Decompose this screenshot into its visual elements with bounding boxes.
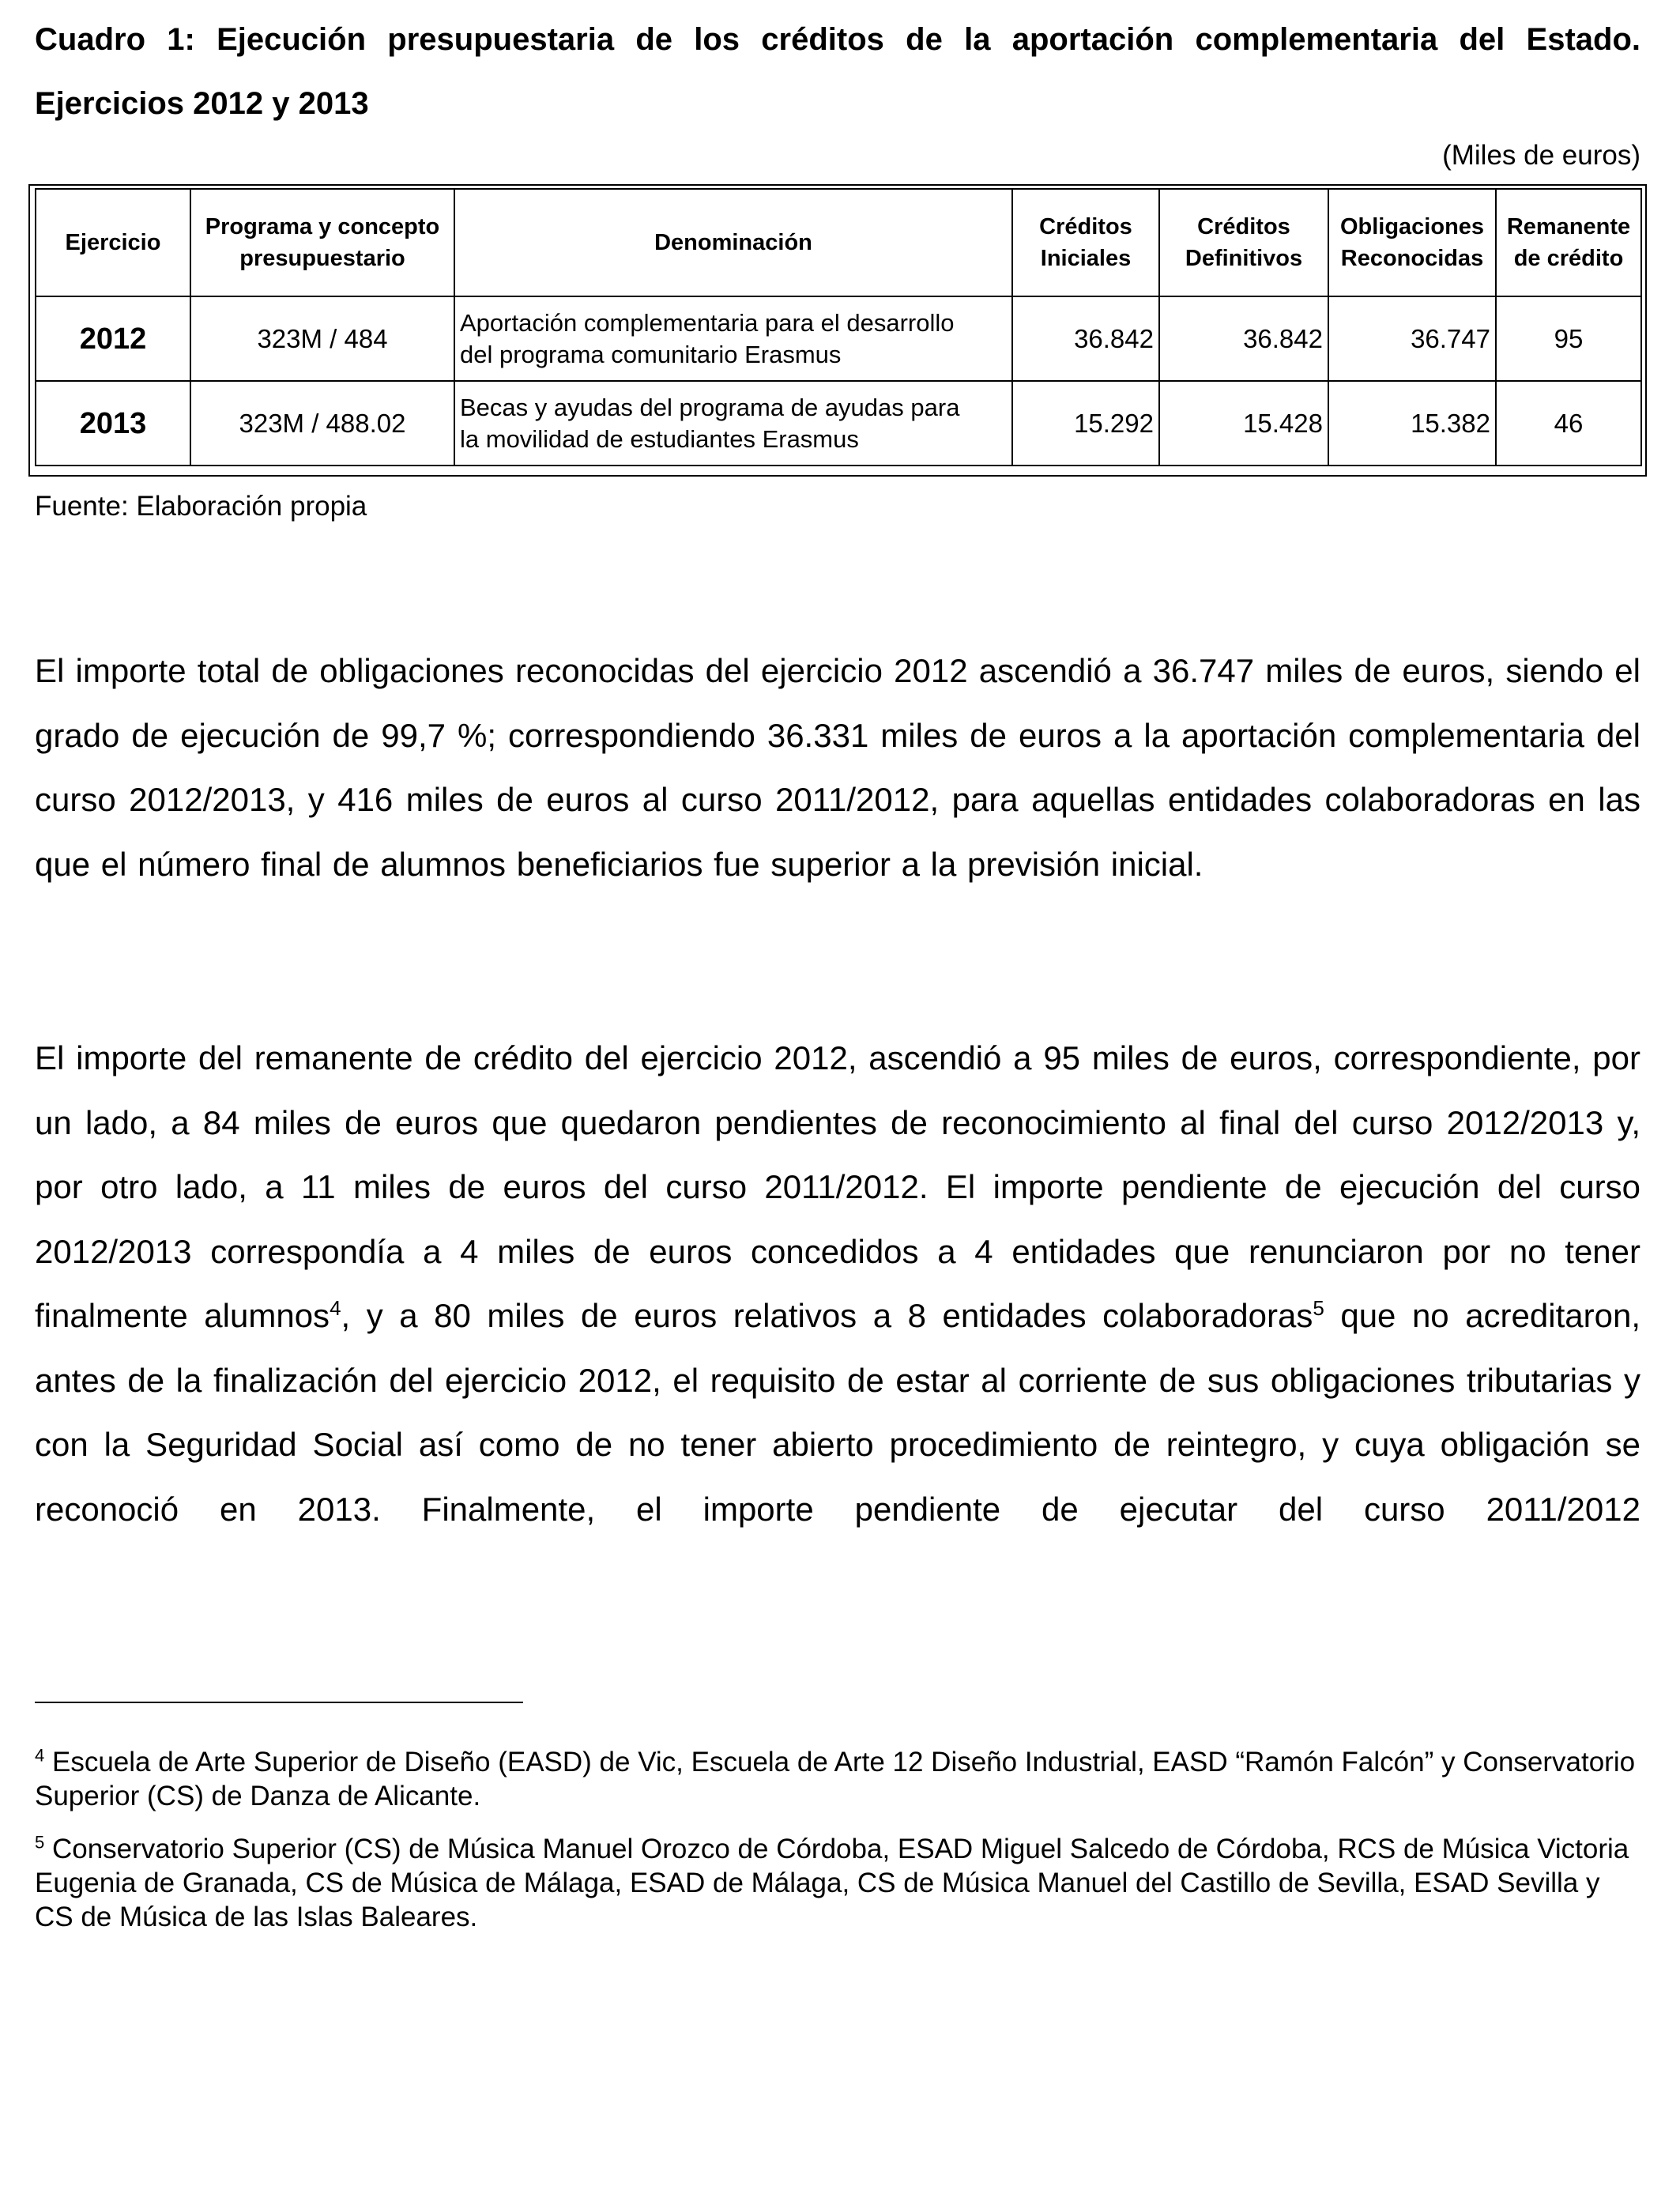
cell-obligaciones: 36.747 [1328,296,1496,381]
paragraph-2-part-a: El importe del remanente de crédito del ejercicio 2012, ascendió a 95 miles de euros, correspondiente, por un lado, a 84 miles de euros que quedaron pendientes de reconocimiento al final del curso 2012/2013 y, por otro lado, a 11 miles de euros del curso 2011/2012. El importe pendiente de ejecución del curso 2012/2013 correspondía a 4 miles de euros concedidos a 4 entidades que renunciaron por no tener finalmente alumnos [35,1039,1640,1334]
cell-programa: 323M / 488.02 [190,381,454,466]
footnote-separator [35,1702,523,1703]
table-header-row [36,189,1641,296]
footnote-ref-4[interactable]: 4 [330,1296,341,1320]
cell-creditos-definitivos: 15.428 [1159,381,1328,466]
footnote-4-mark: 4 [35,1745,45,1766]
cell-obligaciones: 15.382 [1328,381,1496,466]
denominacion-line-2: del programa comunitario Erasmus [460,340,842,368]
header-ejercicio: Ejercicio [36,189,190,296]
cell-creditos-iniciales: 15.292 [1012,381,1159,466]
frame-right-outer [1645,184,1647,477]
footnote-4 [35,1745,1640,1813]
footnote-4-text: Escuela de Arte Superior de Diseño (EASD) de Vic, Escuela de Arte 12 Diseño Industrial, EASD “Ramón Falcón” y Conservatorio Superior (CS) de Danza de Alicante. [35,1747,1636,1811]
footnote-5-text: Conservatorio Superior (CS) de Música Manuel Orozco de Córdoba, ESAD Miguel Salcedo de Córdoba, RCS de Música Victoria Eugenia de Granada, CS de Música de Málaga, ESAD de Málaga, CS de Música Manuel del Castillo de Sevilla, ESAD Sevilla y CS de Música de las Islas Baleares. [35,1834,1629,1932]
denominacion-line-1: Becas y ayudas del programa de ayudas para [460,393,960,421]
cell-ejercicio: 2013 [36,381,190,466]
cell-programa: 323M / 484 [190,296,454,381]
header-creditos-definitivos: Créditos Definitivos [1159,189,1328,296]
cell-remanente: 95 [1496,296,1641,381]
paragraph-2-part-b: , y a 80 miles de euros relativos a 8 entidades colaboradoras [341,1297,1313,1334]
header-creditos-iniciales: Créditos Iniciales [1012,189,1159,296]
cell-creditos-iniciales: 36.842 [1012,296,1159,381]
units-label: (Miles de euros) [1442,140,1640,171]
header-remanente: Remanente de crédito [1496,189,1641,296]
table-row [36,381,1641,466]
table-row [36,296,1641,381]
footnote-ref-5[interactable]: 5 [1313,1296,1324,1320]
cell-remanente: 46 [1496,381,1641,466]
frame-top-outer [28,184,1647,186]
cell-ejercicio: 2012 [36,296,190,381]
header-obligaciones: Obligaciones Reconocidas [1328,189,1496,296]
paragraph-1: El importe total de obligaciones reconocidas del ejercicio 2012 ascendió a 36.747 miles de euros, siendo el grado de ejecución de 99,7 %; correspondiendo 36.331 miles de euros a la aportación complementaria del curso 2012/2013, y 416 miles de euros al curso 2011/2012, para aquellas entidades colaboradoras en las que el número final de alumnos beneficiarios fue superior a la previsión inicial. [35,652,1640,883]
budget-table-frame [35,188,1640,481]
cell-creditos-definitivos: 36.842 [1159,296,1328,381]
denominacion-line-2: la movilidad de estudiantes Erasmus [460,424,859,453]
footnote-5 [35,1832,1640,1934]
footnote-5-mark: 5 [35,1832,45,1853]
paragraph-2 [35,1026,1640,1541]
table-source: Fuente: Elaboración propia [35,491,367,522]
header-programa: Programa y concepto presupuestario [190,189,454,296]
header-denominacion: Denominación [454,189,1012,296]
paragraph-2-part-c: que no acreditaron, antes de la finalización del ejercicio 2012, el requisito de estar al corriente de sus obligaciones tributarias y con la Seguridad Social así como de no tener abierto procedimiento de reintegro, y cuya obligación se reconoció en 2013. Finalmente, el importe pendiente de ejecutar del curso 2011/2012 [35,1297,1640,1528]
table-title: Cuadro 1: Ejecución presupuestaria de los créditos de la aportación complementaria del Estado. Ejercicios 2012 y 2013 [35,22,1640,121]
denominacion-line-1: Aportación complementaria para el desarrollo [460,308,955,337]
frame-bottom-outer [28,475,1647,477]
cell-denominacion [454,296,1012,381]
frame-left-outer [28,184,30,477]
budget-table [35,188,1642,466]
cell-denominacion [454,381,1012,466]
